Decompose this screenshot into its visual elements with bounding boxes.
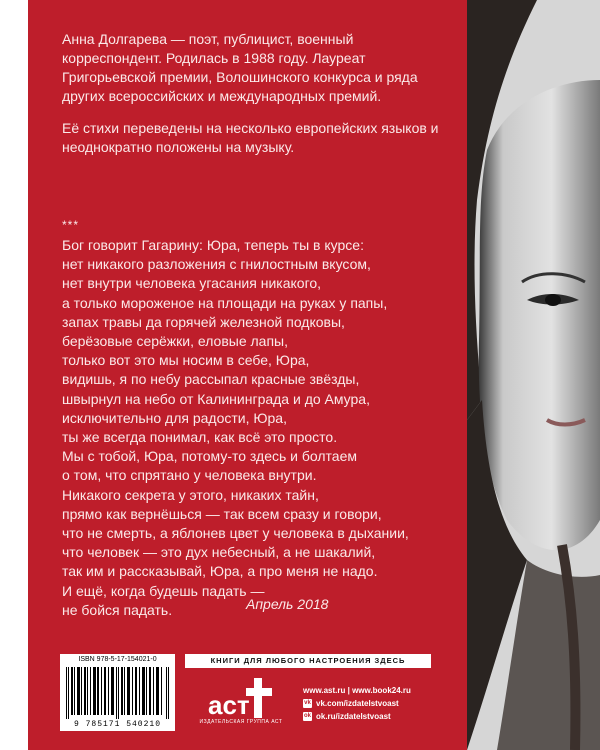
- isbn-label: ISBN 978-5-17-154021-0: [78, 656, 157, 663]
- logo-text: аст: [208, 690, 250, 720]
- poem-line: так им и рассказывай, Юра, а про меня не надо.: [62, 563, 378, 580]
- poem-line: что не смерть, а яблонев цвет у человека в дыхании,: [62, 525, 409, 542]
- poem-line: о том, что спрятано у человека внутри.: [62, 467, 317, 484]
- publisher-name: ИЗДАТЕЛЬСКАЯ ГРУППА АСТ: [199, 719, 283, 725]
- poem: [62, 236, 462, 620]
- bio-paragraph: Анна Долгарева — поэт, публицист, военный корреспондент. Родилась в 1988 году. Лауреат Григорьевской премии, Волошинского конкурса и ряда других всероссийских и международных премий.: [62, 31, 418, 104]
- vk-icon: vk: [304, 700, 311, 707]
- barcode-block: [60, 654, 175, 731]
- poem-line: нет никакого разложения с гнилостным вкусом,: [62, 256, 371, 273]
- ok-link-text: ok.ru/izdatelstvoast: [316, 712, 391, 721]
- poem-line: берёзовые серёжки, еловые лапы,: [62, 333, 288, 350]
- barcode-number: 9 785171 540210: [73, 720, 161, 729]
- vk-link-text: vk.com/izdatelstvoast: [316, 699, 399, 708]
- author-photo: [467, 0, 600, 750]
- poem-line: прямо как вернёшься — так всем сразу и говори,: [62, 505, 382, 522]
- bio-paragraph: Её стихи переведены на несколько европейских языков и неоднократно положены на музыку.: [62, 120, 439, 155]
- poem-line: запах травы да горячей железной подковы,: [62, 313, 345, 330]
- poem-line: только вот это мы носим в себе, Юра,: [62, 352, 310, 369]
- publisher-logo: [196, 674, 286, 734]
- ok-icon: ok: [303, 713, 311, 720]
- web-links[interactable]: www.ast.ru | www.book24.ru: [303, 686, 411, 695]
- vk-link[interactable]: [303, 697, 411, 710]
- poem-line: ты же всегда понимал, как всё это просто.: [62, 429, 338, 446]
- barcode-image: [66, 667, 169, 719]
- poem-separator: ***: [62, 218, 80, 232]
- poem-line: а только мороженое на площади на руках у папы,: [62, 294, 388, 311]
- poem-line: что человек — это дух небесный, а не шакалий,: [62, 544, 376, 561]
- author-bio: [62, 30, 442, 170]
- poem-date: Апрель 2018: [246, 596, 329, 612]
- poem-line: Мы с тобой, Юра, потому-то здесь и болтаем: [62, 448, 357, 465]
- poem-line: И ещё, когда будешь падать —: [62, 582, 265, 599]
- ok-link[interactable]: [303, 710, 411, 723]
- poem-line: швырнул на небо от Калининграда и до Амура,: [62, 390, 370, 407]
- poem-line: нет внутри человека угасания никакого,: [62, 275, 322, 292]
- poem-line: не бойся падать.: [62, 601, 173, 618]
- publisher-links: [303, 684, 411, 723]
- poem-line: Никакого секрета у этого, никаких тайн,: [62, 486, 319, 503]
- tagline-banner: КНИГИ ДЛЯ ЛЮБОГО НАСТРОЕНИЯ ЗДЕСЬ: [185, 654, 431, 668]
- poem-line: исключительно для радости, Юра,: [62, 409, 287, 426]
- poem-line: Бог говорит Гагарину: Юра, теперь ты в курсе:: [62, 237, 364, 253]
- poem-line: видишь, я по небу рассыпал красные звёзды,: [62, 371, 360, 388]
